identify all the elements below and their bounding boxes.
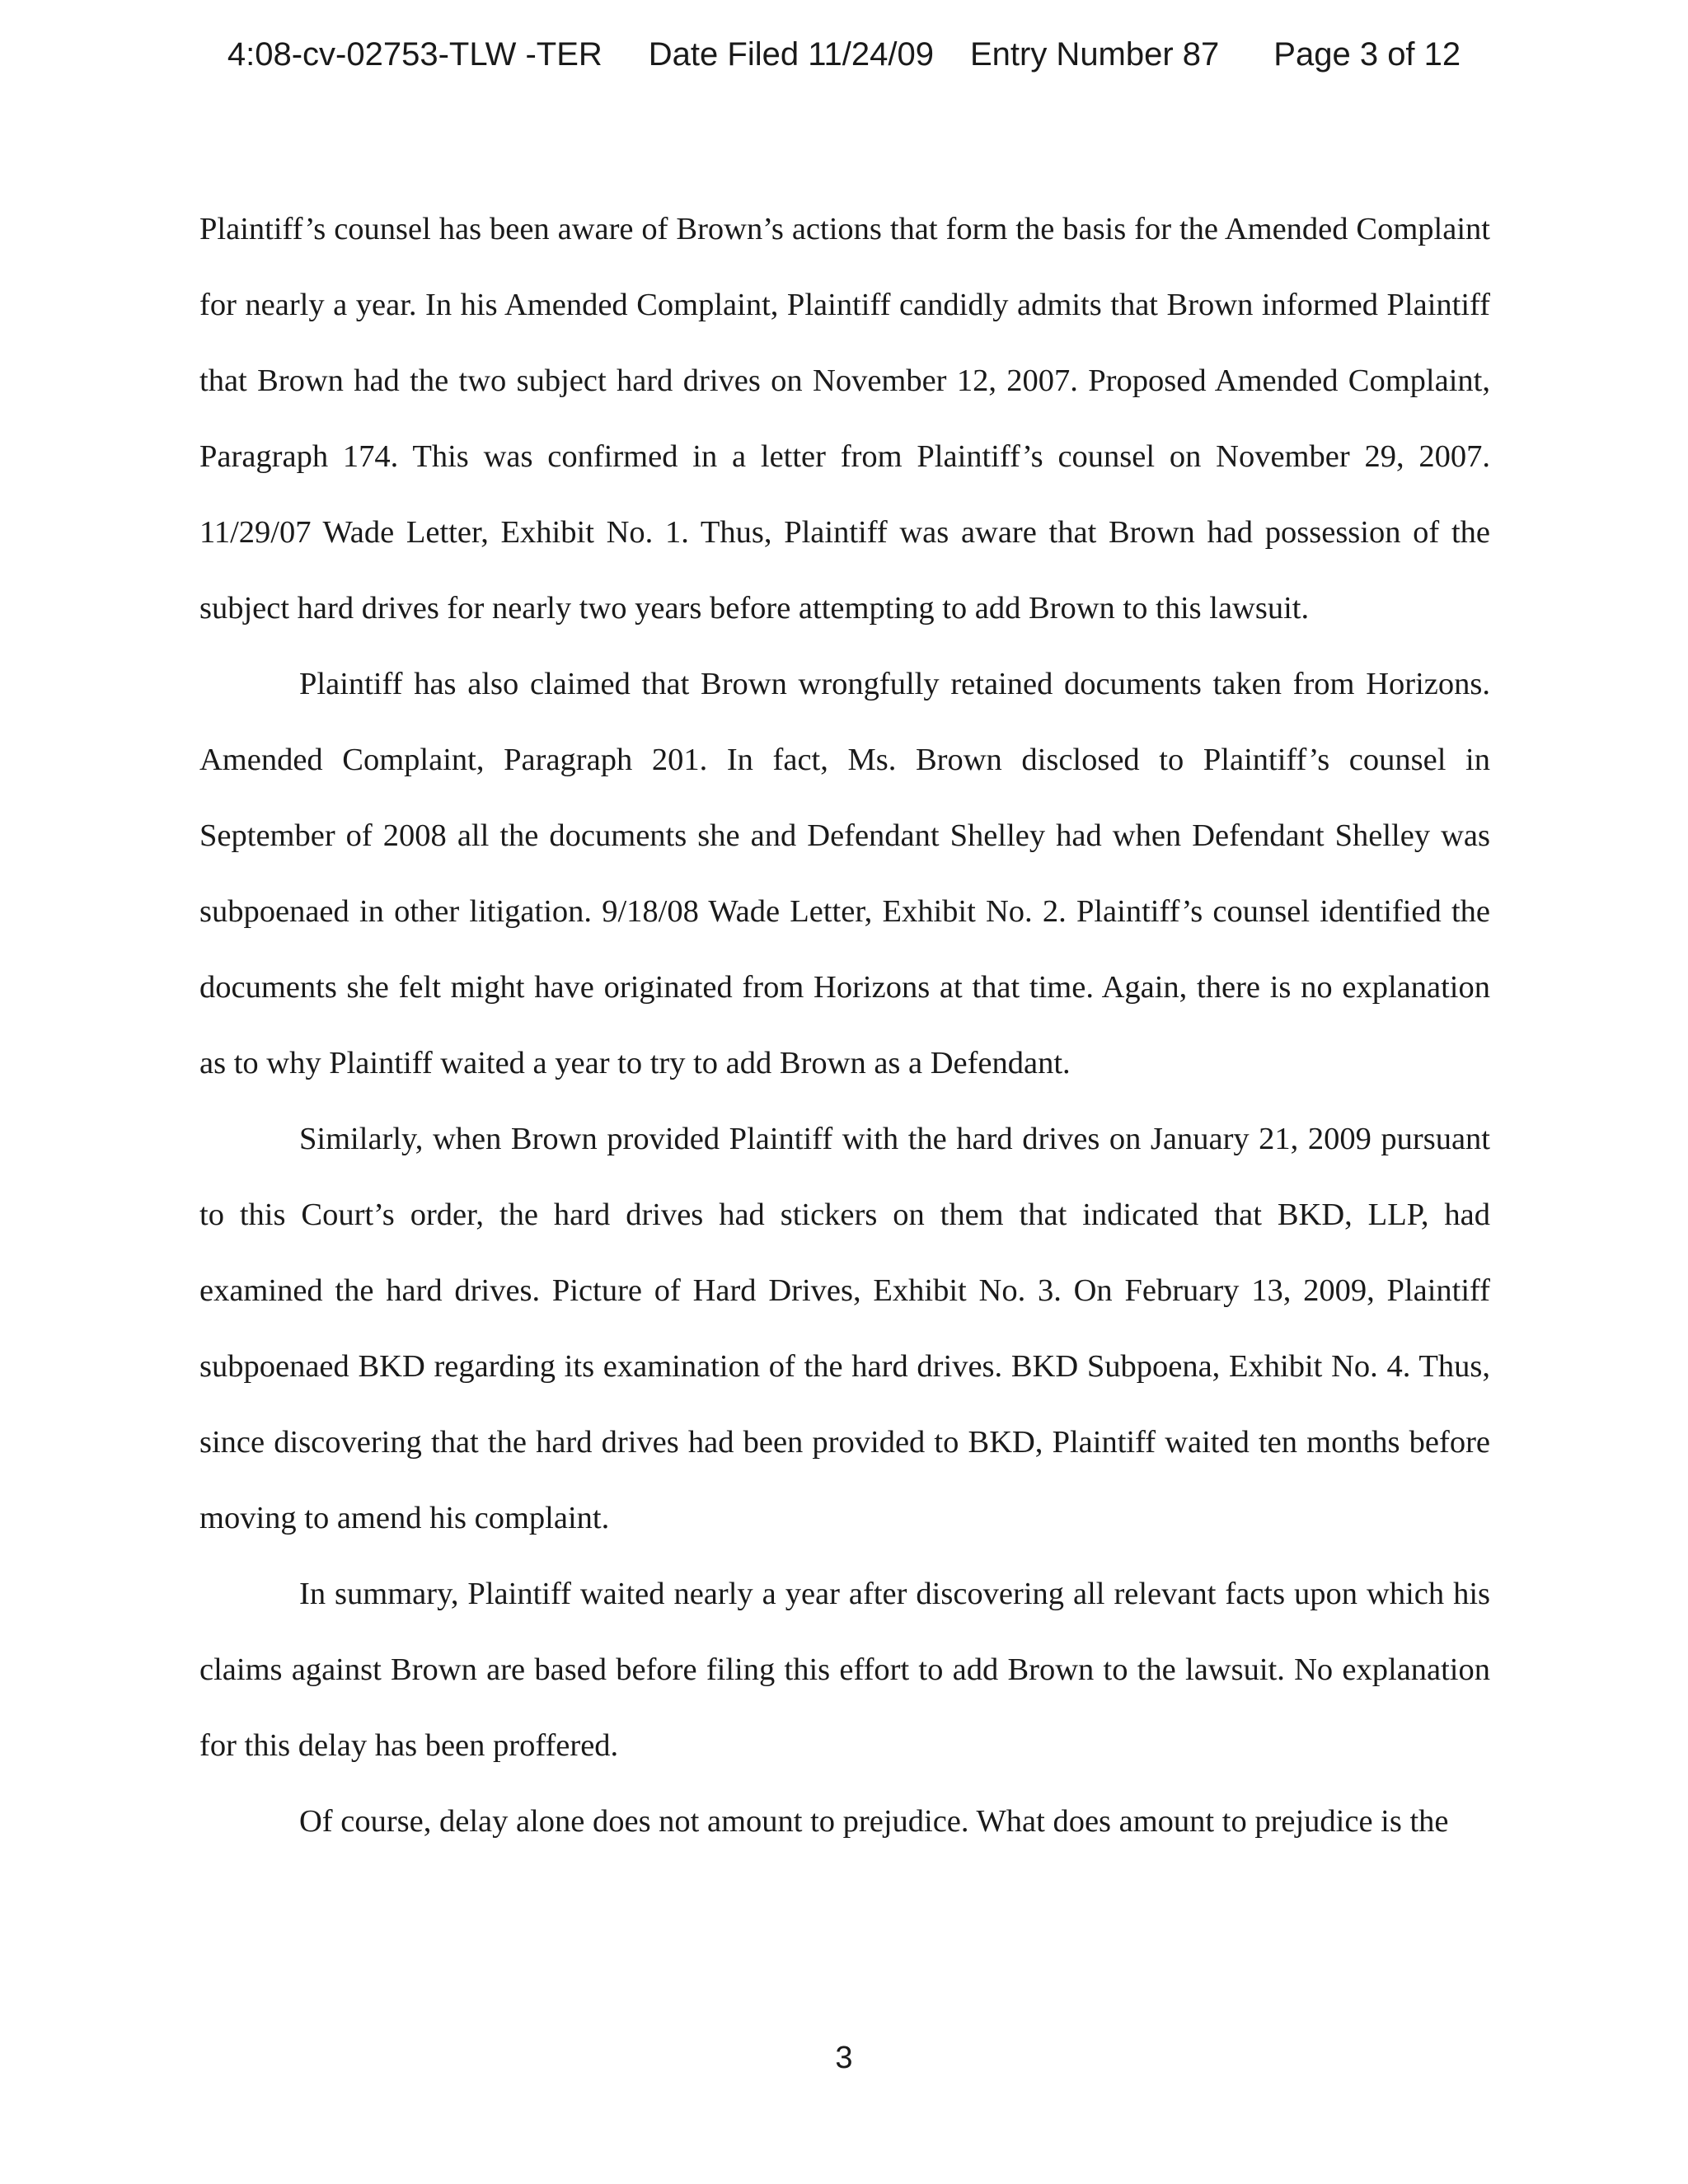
paragraph-4: In summary, Plaintiff waited nearly a year after discovering all relevant facts upon which his claims against Brown are based before filing this effort to add Brown to the lawsuit. No explanation for this delay has been proffered. — [199, 1577, 1490, 1763]
paragraph-3: Similarly, when Brown provided Plaintiff with the hard drives on January 21, 2009 pursuant to this Court’s order, the hard drives had stickers on them that indicated that BKD, LLP, had examined the hard drives. Picture of Hard Drives, Exhibit No. 3. On February 13, 2009, Plaintiff subpoenaed BKD regarding its examination of the hard drives. BKD Subpoena, Exhibit No. 4. Thus, since discovering that the hard drives had been provided to BKD, Plaintiff waited ten months before moving to amend his complaint. — [199, 1122, 1490, 1535]
date-filed: Date Filed 11/24/09 — [648, 36, 934, 73]
case-number: 4:08-cv-02753-TLW -TER — [227, 36, 603, 73]
page-header — [0, 36, 1688, 73]
page-number: 3 — [835, 2041, 853, 2075]
document-body — [199, 191, 1490, 1859]
paragraph-5: Of course, delay alone does not amount to prejudice. What does amount to prejudice is the — [299, 1804, 1449, 1839]
paragraph-1: Plaintiff’s counsel has been aware of Brown’s actions that form the basis for the Amended Complaint for nearly a year. In his Amended Complaint, Plaintiff candidly admits that Brown informed Plaintiff that Brown had the two subject hard drives on November 12, 2007. Proposed Amended Complaint, Paragraph 174. This was confirmed in a letter from Plaintiff’s counsel on November 29, 2007. 11/29/07 Wade Letter, Exhibit No. 1. Thus, Plaintiff was aware that Brown had possession of the subject hard drives for nearly two years before attempting to add Brown to this lawsuit. — [199, 212, 1490, 626]
entry-number: Entry Number 87 — [969, 36, 1220, 73]
paragraph-2: Plaintiff has also claimed that Brown wrongfully retained documents taken from Horizons. Amended Complaint, Paragraph 201. In fact, Ms. Brown disclosed to Plaintiff’s counsel in September of 2008 all the documents she and Defendant Shelley had when Defendant Shelley was subpoenaed in other litigation. 9/18/08 Wade Letter, Exhibit No. 2. Plaintiff’s counsel identified the documents she felt might have originated from Horizons at that time. Again, there is no explanation as to why Plaintiff waited a year to try to add Brown as a Defendant. — [199, 667, 1490, 1080]
page-of-total: Page 3 of 12 — [1273, 36, 1461, 73]
